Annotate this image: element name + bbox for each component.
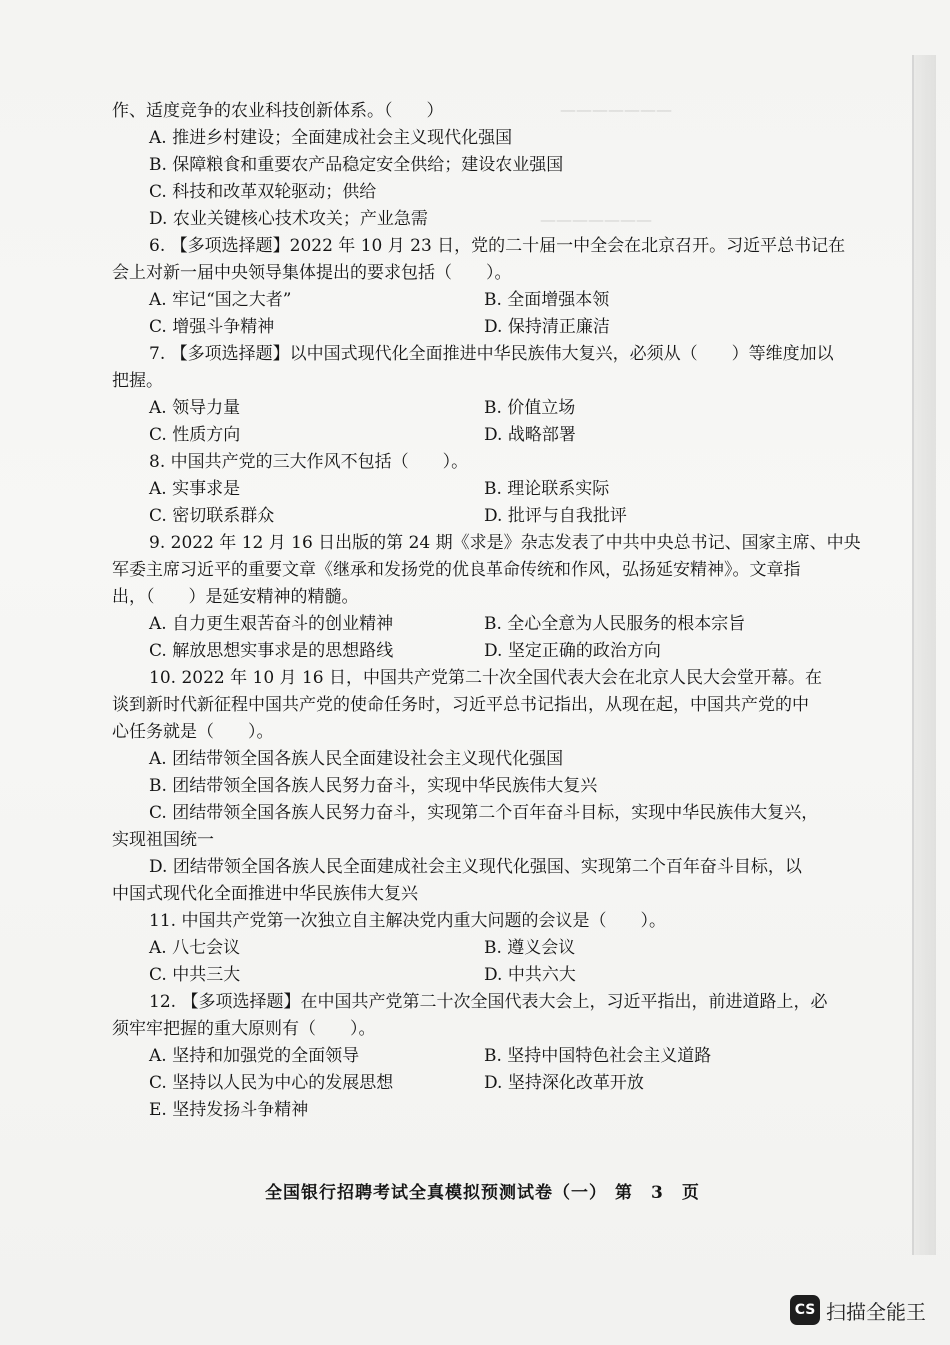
option-left: C. 解放思想实事求是的思想路线 xyxy=(149,641,394,661)
question-stem: 8. 中国共产党的三大作风不包括（ ）。 xyxy=(149,452,469,472)
option-line: E. 坚持发扬斗争精神 xyxy=(149,1100,309,1120)
option-left: C. 增强斗争精神 xyxy=(149,317,275,337)
option-line: B. 团结带领全国各族人民努力奋斗，实现中华民族伟大复兴 xyxy=(149,776,598,796)
question-stem: 6. 【多项选择题】2022 年 10 月 23 日，党的二十届一中全会在北京召开。习近平总书记在 xyxy=(149,236,846,256)
option-row xyxy=(112,422,832,449)
option-row xyxy=(112,1043,832,1070)
question-stem: 11. 中国共产党第一次独立自主解决党内重大问题的会议是（ ）。 xyxy=(149,911,666,931)
question-stem: 10. 2022 年 10 月 16 日，中国共产党第二十次全国代表大会在北京人民大会堂开幕。在 xyxy=(149,668,822,688)
question-stem: 9. 2022 年 12 月 16 日出版的第 24 期《求是》杂志发表了中共中央总书记、国家主席、中央 xyxy=(149,533,861,553)
question-stem: 12. 【多项选择题】在中国共产党第二十次全国代表大会上，习近平指出，前进道路上，必 xyxy=(149,992,828,1012)
option-right: B. 遵义会议 xyxy=(484,938,576,958)
option-row xyxy=(112,962,832,989)
option-left: C. 性质方向 xyxy=(149,425,241,445)
option-row xyxy=(112,476,832,503)
option-line: C. 团结带领全国各族人民努力奋斗，实现第二个百年奋斗目标，实现中华民族伟大复兴， xyxy=(149,803,819,823)
option-line: D. 团结带领全国各族人民全面建成社会主义现代化强国、实现第二个百年奋斗目标，以 xyxy=(149,857,802,877)
option-right: D. 批评与自我批评 xyxy=(484,506,627,526)
continuation-line: 实现祖国统一 xyxy=(112,830,214,850)
option-line: C. 科技和改革双轮驱动；供给 xyxy=(149,182,377,202)
continuation-line: 出，（ ）是延安精神的精髓。 xyxy=(112,587,359,607)
page-edge-shadow xyxy=(912,55,936,1255)
option-right: D. 坚定正确的政治方向 xyxy=(484,641,661,661)
continuation-line: 把握。 xyxy=(112,371,163,391)
option-left: C. 中共三大 xyxy=(149,965,241,985)
option-row xyxy=(112,287,832,314)
option-row xyxy=(112,638,832,665)
option-left: A. 实事求是 xyxy=(149,479,241,499)
option-right: B. 全面增强本领 xyxy=(484,290,610,310)
option-right: D. 坚持深化改革开放 xyxy=(484,1073,644,1093)
page-footer xyxy=(265,1178,700,1203)
camscanner-watermark xyxy=(790,1295,926,1325)
option-left: C. 密切联系群众 xyxy=(149,506,275,526)
option-left: A. 自力更生艰苦奋斗的创业精神 xyxy=(149,614,394,634)
footer-page-number: 第 3 页 xyxy=(615,1183,700,1203)
continuation-line: 会上对新一届中央领导集体提出的要求包括（ ）。 xyxy=(112,263,512,283)
option-row xyxy=(112,503,832,530)
continuation-line: 中国式现代化全面推进中华民族伟大复兴 xyxy=(112,884,418,904)
option-right: D. 中共六大 xyxy=(484,965,576,985)
option-left: C. 坚持以人民为中心的发展思想 xyxy=(149,1073,394,1093)
continuation-line: 谈到新时代新征程中国共产党的使命任务时，习近平总书记指出，从现在起，中国共产党的中 xyxy=(112,695,809,715)
option-right: D. 保持清正廉洁 xyxy=(484,317,610,337)
option-row xyxy=(112,935,832,962)
option-right: B. 全心全意为人民服务的根本宗旨 xyxy=(484,614,746,634)
option-line: A. 推进乡村建设；全面建成社会主义现代化强国 xyxy=(149,128,513,148)
continuation-line: 心任务就是（ ）。 xyxy=(112,722,274,742)
option-row xyxy=(112,395,832,422)
camscanner-text: 扫描全能王 xyxy=(826,1299,926,1324)
option-line: A. 团结带领全国各族人民全面建设社会主义现代化强国 xyxy=(149,749,564,769)
option-right: B. 坚持中国特色社会主义道路 xyxy=(484,1046,712,1066)
option-left: A. 坚持和加强党的全面领导 xyxy=(149,1046,360,1066)
option-right: D. 战略部署 xyxy=(484,425,576,445)
option-line: D. 农业关键核心技术攻关；产业急需 xyxy=(149,209,428,229)
camscanner-logo-icon: CS xyxy=(790,1295,820,1325)
option-left: A. 牢记“国之大者” xyxy=(149,290,292,310)
bleed-through-text: ——————— ——————— xyxy=(540,100,672,229)
option-row xyxy=(112,611,832,638)
option-left: A. 领导力量 xyxy=(149,398,241,418)
question-stem: 7. 【多项选择题】以中国式现代化全面推进中华民族伟大复兴，必须从（ ）等维度加以 xyxy=(149,344,834,364)
continuation-line: 作、适度竞争的农业科技创新体系。（ ） xyxy=(112,101,444,121)
option-row xyxy=(112,1070,832,1097)
question-text-block xyxy=(112,98,861,1124)
option-left: A. 八七会议 xyxy=(149,938,241,958)
option-right: B. 理论联系实际 xyxy=(484,479,610,499)
option-row xyxy=(112,314,832,341)
option-right: B. 价值立场 xyxy=(484,398,576,418)
footer-title: 全国银行招聘考试全真模拟预测试卷（一） xyxy=(265,1183,607,1203)
continuation-line: 军委主席习近平的重要文章《继承和发扬党的优良革命传统和作风，弘扬延安精神》。文章指 xyxy=(112,560,801,580)
option-line: B. 保障粮食和重要农产品稳定安全供给；建设农业强国 xyxy=(149,155,564,175)
continuation-line: 须牢牢把握的重大原则有（ ）。 xyxy=(112,1019,376,1039)
